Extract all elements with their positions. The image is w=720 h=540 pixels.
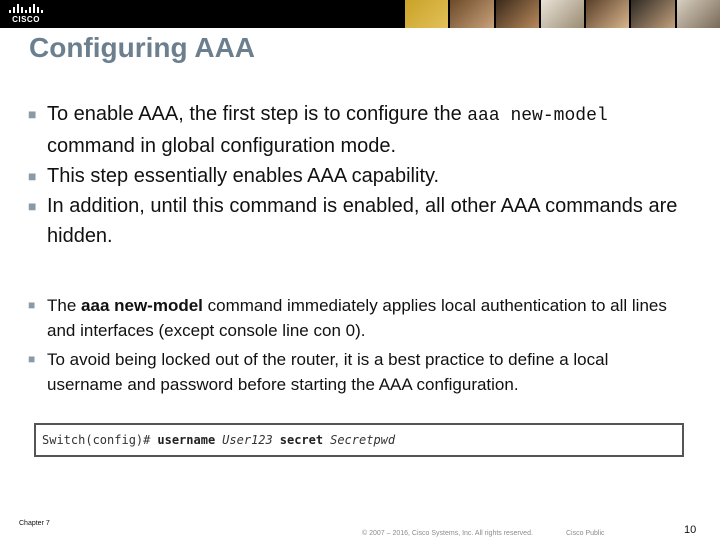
bullet-text: command immediately applies local authentication to all lines and interfaces (except console line con 0). (47, 296, 667, 340)
bold-command: aaa new-model (81, 296, 203, 315)
header-photo (586, 0, 629, 28)
cli-keyword-username: username (157, 433, 216, 447)
cli-arg-username: User123 (222, 433, 273, 447)
bullet-list-primary (28, 99, 688, 251)
logo-text: CISCO (12, 15, 40, 24)
bullet-square-icon: ■ (28, 352, 36, 366)
classification-label: Cisco Public (566, 530, 605, 537)
cli-arg-secret: Secretpwd (330, 433, 396, 447)
page-title: Configuring AAA (29, 32, 256, 63)
bullet-text: command in global configuration mode. (47, 135, 397, 157)
bullet-text: To enable AAA, the first step is to configure the (47, 103, 468, 125)
bullet-square-icon: ■ (28, 298, 36, 312)
header-photo (496, 0, 539, 28)
header-photo (450, 0, 493, 28)
chapter-label: Chapter 7 (19, 520, 50, 527)
command-example-box (34, 423, 684, 457)
header-photo-strip (405, 0, 720, 28)
header-band (0, 0, 720, 28)
list-item (28, 161, 688, 191)
bullet-square-icon: ■ (28, 168, 37, 184)
page-number: 10 (684, 524, 697, 536)
cisco-logo (6, 4, 46, 24)
copyright-notice: © 2007 – 2016, Cisco Systems, Inc. All rights reserved. (362, 530, 533, 537)
bullet-list-secondary (28, 293, 688, 397)
bullet-text: To avoid being locked out of the router, it is a best practice to define a local username and password before starting the AAA configuration. (47, 350, 609, 394)
bullet-square-icon: ■ (28, 106, 37, 122)
cli-keyword-secret: secret (279, 433, 324, 447)
list-item (28, 191, 688, 251)
bullet-text: The (47, 296, 82, 315)
header-photo (631, 0, 674, 28)
bullet-text: This step essentially enables AAA capability. (47, 165, 440, 187)
header-photo (405, 0, 448, 28)
header-photo (677, 0, 720, 28)
bullet-text: In addition, until this command is enabled, all other AAA commands are hidden. (47, 195, 678, 247)
inline-command: aaa new-model (467, 106, 608, 126)
list-item (28, 347, 688, 397)
cli-prompt: Switch(config)# (42, 433, 151, 447)
header-photo (541, 0, 584, 28)
logo-bars-icon (6, 4, 46, 13)
list-item (28, 293, 688, 343)
list-item (28, 99, 688, 161)
bullet-square-icon: ■ (28, 198, 37, 214)
